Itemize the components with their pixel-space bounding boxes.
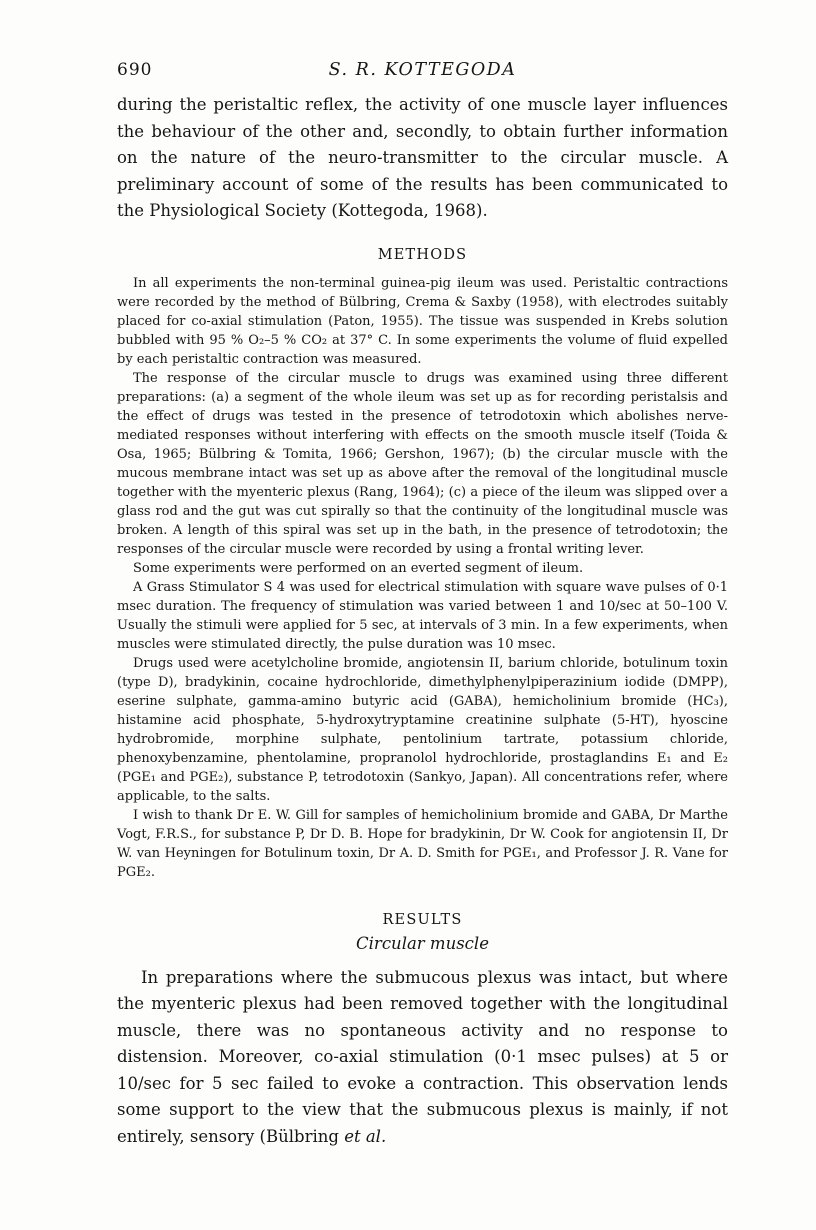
methods-paragraph-5: Drugs used were acetylcholine bromide, angiotensin II, barium chloride, botulinum toxin (type D), bradykinin, cocaine hydrochloride, dimethylphenylpiperazinium iodide (DMPP), eserine sulphate, gamma-amino butyric acid (GABA), hemicholinium bromide (HC₃), histamine acid phosphate, 5-hydroxytryptamine creatinine sulphate (5-HT), hyoscine hydrobromide, morphine sulphate, pentolinium tartrate, potassium chloride, phenoxybenzamine, phentolamine, propranolol hydrochloride, prostaglandins E₁ and E₂ (PGE₁ and PGE₂), substance P, tetrodotoxin (Sankyo, Japan). All concentrations refer, where applicable, to the salts. (117, 655, 728, 804)
methods-paragraph-4: A Grass Stimulator S 4 was used for electrical stimulation with square wave pulses of 0·1 msec duration. The frequency of stimulation was varied between 1 and 10/sec at 50–100 V. Usually the stimuli were applied for 5 sec, at intervals of 3 min. In a few experiments, when muscles were stimulated directly, the pulse duration was 10 msec. (117, 579, 728, 652)
text-column (117, 60, 728, 1150)
running-title: S. R. KOTTEGODA (328, 60, 517, 80)
results-paragraph (117, 965, 728, 1151)
results-subheading: Circular muscle (356, 933, 489, 953)
methods-paragraph-2: The response of the circular muscle to drugs was examined using three different preparations: (a) a segment of the whole ileum was set up as for recording peristalsis and the effect of drugs was tested in the presence of tetrodotoxin which abolishes nerve-mediated responses without interfering with effects on the smooth muscle itself (Toida & Osa, 1965; Bülbring & Tomita, 1966; Gershon, 1967); (b) the circular muscle with the mucous membrane intact was set up as above after the removal of the longitudinal muscle together with the myenteric plexus (Rang, 1964); (c) a piece of the ileum was slipped over a glass rod and the gut was cut spirally so that the continuity of the longitudinal muscle was broken. A length of this spiral was set up in the bath, in the presence of tetrodotoxin; the responses of the circular muscle were recorded by using a frontal writing lever. (117, 370, 728, 557)
methods-paragraph-3: Some experiments were performed on an everted segment of ileum. (133, 560, 584, 576)
methods-heading: METHODS (377, 246, 468, 263)
running-head (117, 60, 728, 84)
results-paragraph-text: In preparations where the submucous plexus was intact, but where the myenteric plexus had been removed together with the longitudinal muscle, there was no spontaneous activity and no response to distension. Moreover, co-axial stimulation (0·1 msec pulses) at 5 or 10/sec for 5 sec failed to evoke a contraction. This observation lends some support to the view that the submucous plexus is mainly, if not entirely, sensory (Bülbring (117, 967, 728, 1146)
results-paragraph-etal: et al. (344, 1126, 387, 1146)
results-heading: RESULTS (382, 911, 463, 928)
page-number: 690 (117, 60, 153, 80)
intro-paragraph: during the peristaltic reflex, the activity of one muscle layer influences the behaviour of the other and, secondly, to obtain further information on the nature of the neuro-transmitter to the circular muscle. A preliminary account of some of the results has been communicated to the Physiological Society (Kottegoda, 1968). (117, 95, 728, 220)
methods-paragraph-6: I wish to thank Dr E. W. Gill for samples of hemicholinium bromide and GABA, Dr Marthe Vogt, F.R.S., for substance P, Dr D. B. Hope for bradykinin, Dr W. Cook for angiotensin II, Dr W. van Heyningen for Botulinum toxin, Dr A. D. Smith for PGE₁, and Professor J. R. Vane for PGE₂. (117, 807, 728, 880)
methods-paragraph-1: In all experiments the non-terminal guinea-pig ileum was used. Peristaltic contractions were recorded by the method of Bülbring, Crema & Saxby (1958), with electrodes suitably placed for co-axial stimulation (Paton, 1955). The tissue was suspended in Krebs solution bubbled with 95 % O₂–5 % CO₂ at 37° C. In some experiments the volume of fluid expelled by each peristaltic contraction was measured. (117, 275, 728, 367)
